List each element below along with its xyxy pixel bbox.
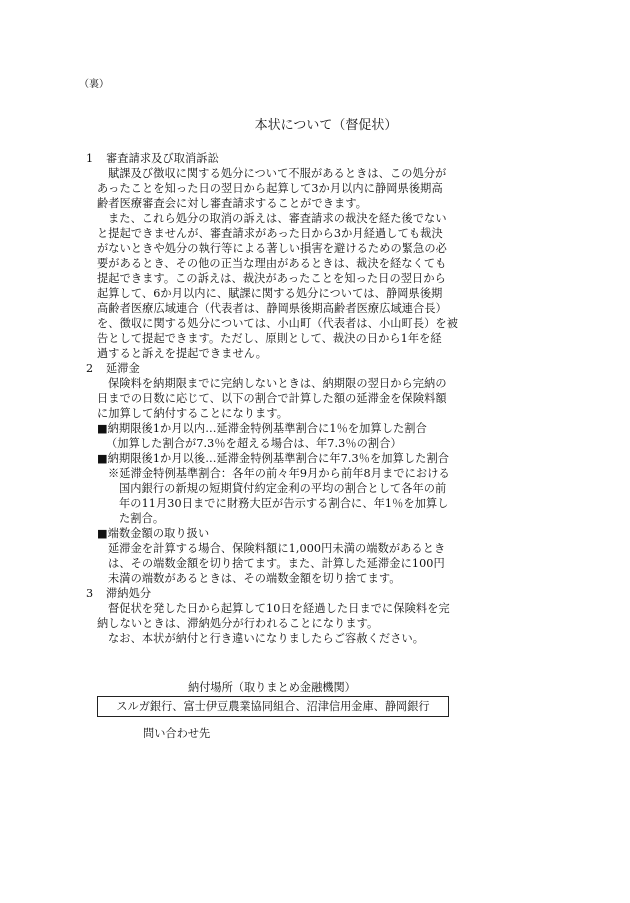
back-side-label: （裏）: [79, 79, 109, 90]
section-2-line: に加算して納付することになります。: [97, 407, 288, 420]
section-2-note: ※延滞金特例基準割合：各年の前々年9月から前年8月までにおける: [108, 467, 450, 480]
section-3-number: 3: [86, 587, 94, 600]
section-2-line: 日までの日数に応じて、以下の割合で計算した額の延滞金を保険料額: [97, 392, 447, 405]
section-3-title: 滞納処分: [106, 587, 152, 600]
section-1-line: 告として提起できます。ただし、原則として、裁決の日から1年を経: [97, 332, 442, 345]
section-2-note: 国内銀行の新規の短期貸付約定金利の平均の割合として各年の前: [119, 482, 447, 495]
section-1-line: また、これら処分の取消の訴えは、審査請求の裁決を経た後でない: [108, 212, 447, 225]
section-1-line: 過すると訴えを提起できません。: [97, 347, 267, 360]
section-2-line: 保険料を納期限までに完納しないときは、納期限の翌日から完納の: [108, 377, 447, 390]
section-1-line: 要があるとき、その他の正当な理由があるときは、裁決を経なくても: [97, 257, 447, 270]
section-2-note: （加算した割合が7.3％を超える場合は、年7.3％の割合）: [106, 437, 402, 450]
section-1-heading: [86, 151, 219, 166]
section-3-heading: [86, 586, 151, 601]
section-2-heading: [86, 361, 140, 376]
section-1-line: を、徴収に関する処分については、小山町（代表者は、小山町長）を被: [97, 317, 458, 330]
section-2-note: た割合。: [119, 512, 165, 525]
section-2-line: 延滞金を計算する場合、保険料額に1,000円未満の端数があるとき: [108, 542, 446, 555]
page-title: 本状について（督促状）: [254, 118, 398, 133]
section-1-number: 1: [86, 152, 94, 165]
payment-banks-box: スルガ銀行、富士伊豆農業協同組合、沼津信用金庫、静岡銀行: [97, 696, 449, 717]
section-2-line: は、その端数金額を切り捨てます。また、計算した延滞金に100円: [108, 557, 445, 570]
section-1-line: 高齢者医療広域連合（代表者は、静岡県後期高齢者医療広域連合長）: [97, 302, 447, 315]
section-1-line: 提起できます。この訴えは、裁決があったことを知った日の翌日から: [97, 272, 446, 285]
section-2-bullet: ■納期限後1か月以内…延滞金特例基準割合に1％を加算した割合: [97, 422, 427, 435]
section-2-number: 2: [86, 362, 94, 375]
section-3-line: 督促状を発した日から起算して10日を経過した日までに保険料を完: [108, 602, 450, 615]
contact-label: 問い合わせ先: [143, 727, 211, 740]
payment-place-label: 納付場所（取りまとめ金融機関）: [188, 681, 356, 694]
section-1-line: 賦課及び徴収に関する処分について不服があるときは、この処分が: [108, 167, 447, 180]
section-1-title: 審査請求及び取消訴訟: [106, 152, 219, 165]
section-2-bullet: ■納期限後1か月以後…延滞金特例基準割合に年7.3％を加算した割合: [97, 452, 450, 465]
section-1-line: がないときや処分の執行等による著しい損害を避けるための緊急の必: [97, 242, 447, 255]
section-3-line: なお、本状が納付と行き違いになりましたらご容赦ください。: [108, 632, 425, 645]
section-1-line: 起算して、6か月以内に、賦課に関する処分については、静岡県後期: [97, 287, 443, 300]
section-2-title: 延滞金: [106, 362, 140, 375]
section-3-line: 納しないときは、滞納処分が行われることになります。: [97, 617, 379, 630]
section-2-bullet: ■端数金額の取り扱い: [97, 527, 210, 540]
section-2-note: 年の11月30日までに財務大臣が告示する割合に、年1％を加算し: [119, 497, 449, 510]
section-2-line: 未満の端数があるときは、その端数金額を切り捨てます。: [108, 572, 401, 585]
section-1-line: 齢者医療審査会に対し審査請求することができます。: [97, 197, 368, 210]
section-1-line: あったことを知った日の翌日から起算して3か月以内に静岡県後期高: [97, 182, 443, 195]
section-1-line: と提起できませんが、審査請求があった日から3か月経過しても裁決: [97, 227, 443, 240]
